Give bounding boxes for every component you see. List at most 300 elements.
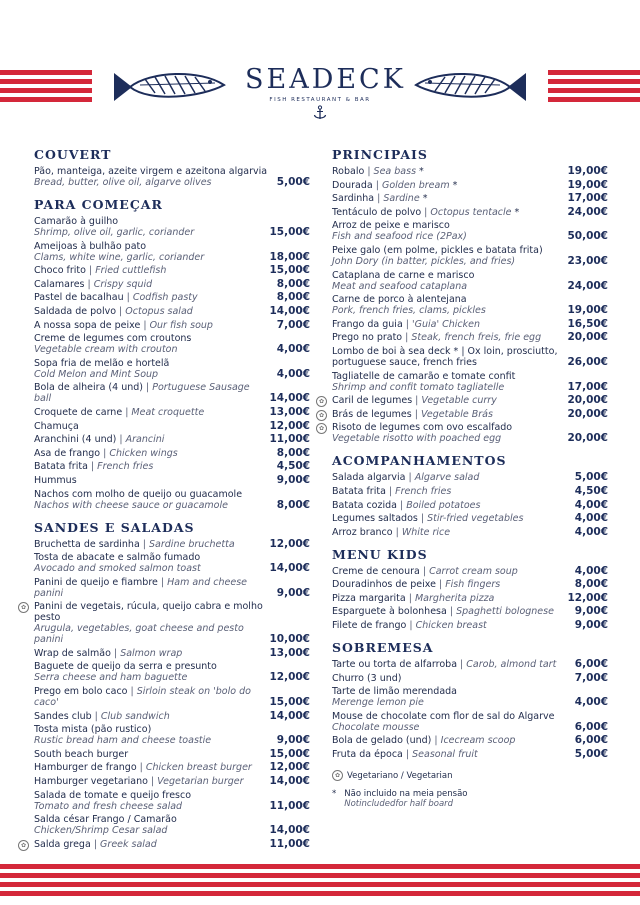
menu-section <box>34 148 310 188</box>
menu-item <box>34 489 310 511</box>
item-name-en: Chicken breast <box>415 620 487 632</box>
item-name-pt: Batata frita <box>34 461 88 473</box>
item-name-en: Sirloin steak on 'bolo do caco' <box>34 686 251 709</box>
item-separator: | <box>457 659 467 671</box>
menu-item-text <box>34 320 277 331</box>
item-price: 24,00€ <box>567 205 608 218</box>
stripes-top-left <box>0 70 92 106</box>
legend-note-text <box>344 789 467 809</box>
menu-item <box>20 837 310 850</box>
item-name-pt: Hamburger de frango <box>34 762 137 774</box>
item-name-en: Bread, butter, olive oil, algarve olives <box>34 177 212 188</box>
item-name-en: Fish and seafood rice (2Pax) <box>332 231 467 243</box>
menu-item-text <box>34 448 277 459</box>
item-price: 4,00€ <box>574 564 608 577</box>
menu-item-text <box>332 500 575 511</box>
item-name-pt: Salada algarvia <box>332 472 406 484</box>
item-price: 4,00€ <box>574 498 608 511</box>
item-name-en: Vegetarian burger <box>157 776 244 788</box>
menu-item-text <box>332 711 575 733</box>
menu-item-text <box>332 395 567 406</box>
menu-item <box>332 193 608 204</box>
item-name-pt: Saldada de polvo <box>34 305 117 317</box>
item-name-pt: Sardinha <box>332 193 375 205</box>
menu-item-text <box>332 166 567 177</box>
item-price: 13,00€ <box>269 646 310 659</box>
item-name-pt: Chamuça <box>34 420 79 432</box>
menu-item-text <box>332 735 575 746</box>
item-name-en: Nachos with cheese sauce or guacamole <box>34 499 228 511</box>
menu-item-text <box>34 421 269 432</box>
item-price: 9,00€ <box>574 619 608 632</box>
menu-item-text <box>332 332 567 343</box>
menu-item <box>318 407 608 420</box>
item-name-pt: Sopa fria de melão e hortelã <box>34 357 170 369</box>
menu-item <box>34 382 310 404</box>
menu-item <box>34 539 310 550</box>
item-name-pt: Risoto de legumes com ovo escalfado <box>332 422 513 434</box>
item-separator: | <box>402 749 413 761</box>
item-separator: | <box>122 406 132 418</box>
item-name-pt: Cataplana de carne e marisco <box>332 269 475 281</box>
item-name-en: Club sandwich <box>100 710 170 722</box>
item-name-pt: Batata cozida <box>332 499 397 511</box>
menu-item <box>34 292 310 303</box>
menu-item <box>332 513 608 524</box>
item-price: 19,00€ <box>567 304 608 317</box>
menu-item-text <box>332 659 575 670</box>
item-name-pt: Choco frito <box>34 265 86 277</box>
section-title: PARA COMEÇAR <box>34 197 163 212</box>
menu-item-text <box>34 711 269 722</box>
item-separator: | <box>139 538 150 550</box>
fish-icon <box>110 67 228 107</box>
item-price: 11,00€ <box>269 799 310 812</box>
item-price: 4,00€ <box>574 696 608 709</box>
item-name-en: Spaghetti bolognese <box>456 606 554 618</box>
item-name-pt: A nossa sopa de peixe <box>34 319 141 331</box>
item-name-pt: Pão, manteiga, azeite virgem e azeitona algarvia <box>34 166 268 177</box>
item-separator: | <box>431 735 441 747</box>
item-price: 8,00€ <box>574 578 608 591</box>
item-name-pt: Carne de porco à alentejana <box>332 294 467 306</box>
menu-item <box>34 448 310 459</box>
item-name-pt: Croquete de carne <box>34 406 123 418</box>
item-separator: | <box>87 461 98 473</box>
item-name-en: Chicken breast burger <box>145 762 252 774</box>
item-name-pt: South beach burger <box>34 748 129 760</box>
menu-item <box>34 265 310 276</box>
item-name-pt: Peixe galo (em polme, pickles e batata frita) <box>332 244 543 256</box>
item-name-pt: Fruta da época <box>332 749 403 761</box>
item-name-en: French fries <box>97 461 154 473</box>
menu-item-text <box>332 566 575 577</box>
brand-tagline: FISH RESTAURANT & BAR <box>269 97 371 103</box>
menu-item-text <box>34 216 269 238</box>
item-price: 9,00€ <box>276 586 310 599</box>
item-name-pt: Tarte de limão merendada <box>332 686 457 698</box>
item-name-pt: Robalo <box>332 166 365 177</box>
menu-item <box>332 319 608 330</box>
item-name-pt: Churro (3 und) <box>332 672 402 684</box>
brand-name: SEADECK <box>245 64 406 95</box>
item-separator: | <box>127 686 137 698</box>
menu-item <box>34 434 310 445</box>
menu-item <box>332 527 608 538</box>
item-price: 13,00€ <box>269 405 310 418</box>
item-name-en: Seasonal fruit <box>412 749 478 761</box>
stripes-bottom <box>0 864 640 900</box>
item-name-en: Chicken wings <box>109 447 178 459</box>
item-name-en: Avocado and smoked salmon toast <box>34 563 201 575</box>
item-price: 14,00€ <box>269 709 310 722</box>
menu-item-text <box>34 358 277 380</box>
item-price: 9,00€ <box>574 605 608 618</box>
item-name-en: Meat croquette <box>131 406 205 418</box>
menu-item <box>34 306 310 317</box>
menu-item-text <box>332 207 567 218</box>
item-star: * <box>511 206 520 218</box>
vegetarian-icon: ✿ <box>18 602 29 613</box>
vegetarian-icon: ✿ <box>332 770 343 781</box>
item-price: 12,00€ <box>269 761 310 774</box>
menu-item-text <box>332 220 567 242</box>
menu-item-text <box>332 180 567 191</box>
menu-item-text <box>34 601 269 645</box>
menu-section <box>20 519 310 850</box>
menu-item-text <box>34 265 269 276</box>
item-name-en: Octopus tentacle <box>430 206 512 218</box>
item-separator: | <box>374 193 384 205</box>
menu-item-text <box>34 790 269 812</box>
item-name-en: Stir-fried vegetables <box>427 513 524 525</box>
menu-item <box>332 180 608 191</box>
menu-item-text <box>332 527 575 538</box>
menu-item-text <box>332 593 567 604</box>
item-name-pt: Hummus <box>34 474 77 486</box>
item-name-pt: Legumes saltados <box>332 513 418 525</box>
item-price: 8,00€ <box>276 277 310 290</box>
item-name-en: Greek salad <box>100 838 157 850</box>
menu-item-text <box>34 489 277 511</box>
item-separator: | <box>411 408 421 420</box>
item-name-pt: Creme de legumes com croutons <box>34 333 192 345</box>
item-name-pt: Salda grega <box>34 838 91 850</box>
item-name-en: Carrot cream soup <box>429 565 518 577</box>
item-name-pt: Brás de legumes <box>332 408 412 420</box>
item-price: 8,00€ <box>276 291 310 304</box>
menu-item-text <box>34 333 277 355</box>
item-separator: | <box>364 166 374 177</box>
item-name-en: Chocolate mousse <box>332 721 420 733</box>
item-name-en: Crispy squid <box>93 278 153 290</box>
item-price: 11,00€ <box>269 433 310 446</box>
item-name-en: Icecream scoop <box>440 735 516 747</box>
item-name-en: Shrimp, olive oil, garlic, coriander <box>34 227 195 238</box>
item-price: 6,00€ <box>574 734 608 747</box>
menu-item-text <box>332 620 575 631</box>
item-price: 14,00€ <box>269 562 310 575</box>
item-name-pt: Ameijoas à bulhão pato <box>34 240 147 252</box>
item-name-pt: Caril de legumes <box>332 395 413 407</box>
menu-item <box>34 475 310 486</box>
menu-item <box>34 461 310 472</box>
item-name-pt: Arroz de peixe e marisco <box>332 220 450 232</box>
menu-item-text <box>34 279 277 290</box>
menu-item-text <box>34 539 269 550</box>
menu-item <box>332 749 608 760</box>
menu-item <box>20 601 310 646</box>
item-separator: | <box>91 710 101 722</box>
item-name-en: Golden bream <box>381 179 450 191</box>
menu-item <box>332 593 608 604</box>
item-name-en: Fried cuttlefish <box>95 265 167 277</box>
item-separator: | <box>142 382 153 394</box>
menu-item-text <box>34 661 269 683</box>
menu-item-text <box>332 472 575 483</box>
item-separator: | <box>421 206 431 218</box>
menu-section <box>318 147 608 445</box>
item-name-pt: Panini de vegetais, rúcula, queijo cabra e molho pesto <box>34 601 263 624</box>
item-name-en: Carob, almond tart <box>466 659 557 671</box>
item-name-en: Salmon wrap <box>120 647 183 659</box>
item-name-pt: Dourada <box>332 179 373 191</box>
menu-item <box>34 776 310 787</box>
item-price: 24,00€ <box>567 279 608 292</box>
menu-item <box>34 241 310 263</box>
item-name-en: Pork, french fries, clams, pickles <box>332 305 486 317</box>
menu-item <box>332 686 608 708</box>
item-separator: | <box>157 576 168 588</box>
menu-item <box>332 166 608 177</box>
menu-item <box>318 422 608 445</box>
menu-item <box>34 333 310 355</box>
menu-item-text <box>34 724 277 746</box>
menu-item <box>332 606 608 617</box>
fish-icon <box>412 67 530 107</box>
section-title: SANDES E SALADAS <box>34 519 195 535</box>
item-separator: | <box>147 776 158 788</box>
vegetarian-icon: ✿ <box>18 840 29 851</box>
brand-logo <box>245 64 406 125</box>
menu-item-text <box>34 382 269 404</box>
menu-item-text <box>34 241 269 263</box>
menu-item-text <box>34 552 269 574</box>
item-name-pt: Prego em bolo caco <box>34 686 128 698</box>
menu-item <box>332 486 608 497</box>
item-separator: | <box>412 395 422 407</box>
item-separator: | <box>90 838 101 850</box>
item-separator: | <box>396 499 407 511</box>
menu-section <box>34 198 310 511</box>
item-name-pt: Mouse de chocolate com flor de sal do Algarve <box>332 710 555 722</box>
item-price: 15,00€ <box>269 747 310 760</box>
legend-note-en: Notincludedfor half board <box>344 799 454 810</box>
menu-item <box>34 648 310 659</box>
item-star: * <box>449 179 458 191</box>
item-name-pt: Batata frita <box>332 485 386 497</box>
menu-item <box>34 421 310 432</box>
menu-item <box>332 245 608 267</box>
item-price: 19,00€ <box>567 178 608 191</box>
item-price: 4,00€ <box>276 367 310 380</box>
menu-item <box>332 711 608 733</box>
item-separator: | <box>136 762 146 774</box>
menu-item-text <box>34 306 269 317</box>
item-separator: | <box>446 606 457 618</box>
item-price: 20,00€ <box>567 331 608 344</box>
item-price: 15,00€ <box>269 226 310 238</box>
item-price: 15,00€ <box>269 264 310 277</box>
menu-item <box>332 620 608 631</box>
item-name-en: Arugula, vegetables, goat cheese and pesto panini <box>34 623 244 646</box>
item-separator: | <box>123 292 133 304</box>
menu-item-text <box>34 776 269 787</box>
item-price: 4,00€ <box>574 525 608 538</box>
item-price: 12,00€ <box>269 671 310 684</box>
item-name-pt: Salada de tomate e queijo fresco <box>34 789 192 801</box>
menu-item-text <box>332 245 567 267</box>
item-separator: | <box>116 305 126 317</box>
menu-item <box>34 661 310 683</box>
menu-item <box>34 407 310 418</box>
menu-item <box>332 472 608 483</box>
menu-item-text <box>34 839 269 850</box>
item-price: 4,50€ <box>574 484 608 497</box>
item-price: 12,00€ <box>269 419 310 432</box>
item-name-en: 'Guia' Chicken <box>412 318 481 330</box>
menu-item <box>34 749 310 760</box>
item-name-pt: Bola de gelado (und) <box>332 735 432 747</box>
item-price: 9,00€ <box>276 473 310 486</box>
vegetarian-icon: ✿ <box>316 410 327 421</box>
item-price: 20,00€ <box>567 394 608 407</box>
item-name-en: Tomato and fresh cheese salad <box>34 800 183 812</box>
item-price: 12,00€ <box>567 591 608 604</box>
item-separator: | <box>402 332 412 344</box>
menu-item-text <box>332 294 567 316</box>
menu-item <box>332 566 608 577</box>
item-name-en: Sardine bruchetta <box>149 538 235 550</box>
item-separator: | <box>402 318 413 330</box>
item-price: 4,50€ <box>276 460 310 473</box>
item-separator: | <box>116 434 126 446</box>
menu-item <box>332 735 608 746</box>
menu-item <box>34 279 310 290</box>
menu-item-text <box>34 762 269 773</box>
item-separator: | <box>405 472 415 484</box>
item-separator: | <box>405 592 415 604</box>
anchor-icon <box>313 105 327 121</box>
menu-item <box>332 220 608 242</box>
item-price: 10,00€ <box>269 633 310 646</box>
menu-item <box>332 332 608 343</box>
item-name-en: John Dory (in batter, pickles, and fries) <box>332 255 516 267</box>
menu-item <box>34 577 310 599</box>
item-name-pt: Wrap de salmão <box>34 647 111 659</box>
menu-column-left <box>20 147 310 860</box>
menu-item <box>332 346 608 368</box>
item-price: 20,00€ <box>567 407 608 420</box>
item-price: 19,00€ <box>567 165 608 177</box>
menu-item <box>332 659 608 670</box>
item-separator: | <box>392 526 402 538</box>
menu-item-text <box>34 292 277 303</box>
item-price: 16,50€ <box>567 317 608 330</box>
menu-item-text <box>34 475 277 486</box>
section-title: SOBREMESA <box>332 640 434 656</box>
item-price: 8,00€ <box>276 498 310 511</box>
menu-item <box>332 207 608 218</box>
item-price: 14,00€ <box>269 392 310 405</box>
item-name-pt: Pizza margarita <box>332 592 406 604</box>
menu-item-text <box>34 434 269 445</box>
item-name-pt: Tosta de abacate e salmão fumado <box>34 552 201 564</box>
item-name-en: Merenge lemon pie <box>332 697 424 709</box>
item-name-pt: Filete de frango <box>332 620 407 632</box>
item-star: * <box>419 193 428 205</box>
menu-item-text <box>34 166 277 188</box>
menu-item-text <box>332 319 567 330</box>
item-separator: | <box>419 565 430 577</box>
item-name-en: Vegetable cream with crouton <box>34 344 178 356</box>
item-price: 7,00€ <box>276 318 310 331</box>
item-name-en: Codfish pasty <box>132 292 198 304</box>
menu-item <box>34 552 310 574</box>
item-price: 23,00€ <box>567 254 608 267</box>
item-separator: | <box>417 513 428 525</box>
item-name-en: French fries <box>395 485 452 497</box>
menu-item-text <box>332 606 575 617</box>
item-name-en: Ham and cheese panini <box>34 576 247 599</box>
menu-item <box>34 320 310 331</box>
item-price: 14,00€ <box>269 775 310 788</box>
menu-section <box>332 548 608 631</box>
item-price: 20,00€ <box>567 432 608 445</box>
item-price: 12,00€ <box>269 537 310 550</box>
item-name-en: Steak, french freis, frie egg <box>411 332 542 344</box>
item-star: * <box>416 166 424 177</box>
item-separator: | <box>372 179 382 191</box>
item-price: 9,00€ <box>276 734 310 747</box>
menu-item-text <box>34 577 277 599</box>
item-separator: | <box>85 265 96 277</box>
item-name-pt: Calamares <box>34 278 85 290</box>
menu-item-text <box>34 407 269 418</box>
item-name-en: Rustic bread ham and cheese toastie <box>34 735 212 747</box>
menu-item <box>34 790 310 812</box>
item-price: 15,00€ <box>269 696 310 709</box>
item-price: 4,00€ <box>276 343 310 356</box>
menu-item <box>34 686 310 708</box>
item-separator: | <box>435 579 446 591</box>
item-price: 4,00€ <box>574 512 608 525</box>
item-name-en: Fish fingers <box>445 579 501 591</box>
item-name-pt: Sandes club <box>34 710 92 722</box>
menu-item-text <box>34 749 269 760</box>
item-name-pt: Camarão à guilho <box>34 216 119 227</box>
item-name-pt: Arroz branco <box>332 526 393 538</box>
item-price: 7,00€ <box>574 671 608 684</box>
menu-item <box>34 166 310 188</box>
item-name-en: White rice <box>401 526 451 538</box>
item-name-en: Boiled potatoes <box>406 499 481 511</box>
menu-item-text <box>332 371 567 393</box>
item-name-en: Shrimp and confit tomato tagliatelle <box>332 381 505 393</box>
item-name-pt: Tagliatelle de camarão e tomate confit <box>332 370 516 382</box>
item-name-en: Cold Melon and Mint Soup <box>34 368 159 380</box>
item-name-pt: Aranchini (4 und) <box>34 434 117 446</box>
